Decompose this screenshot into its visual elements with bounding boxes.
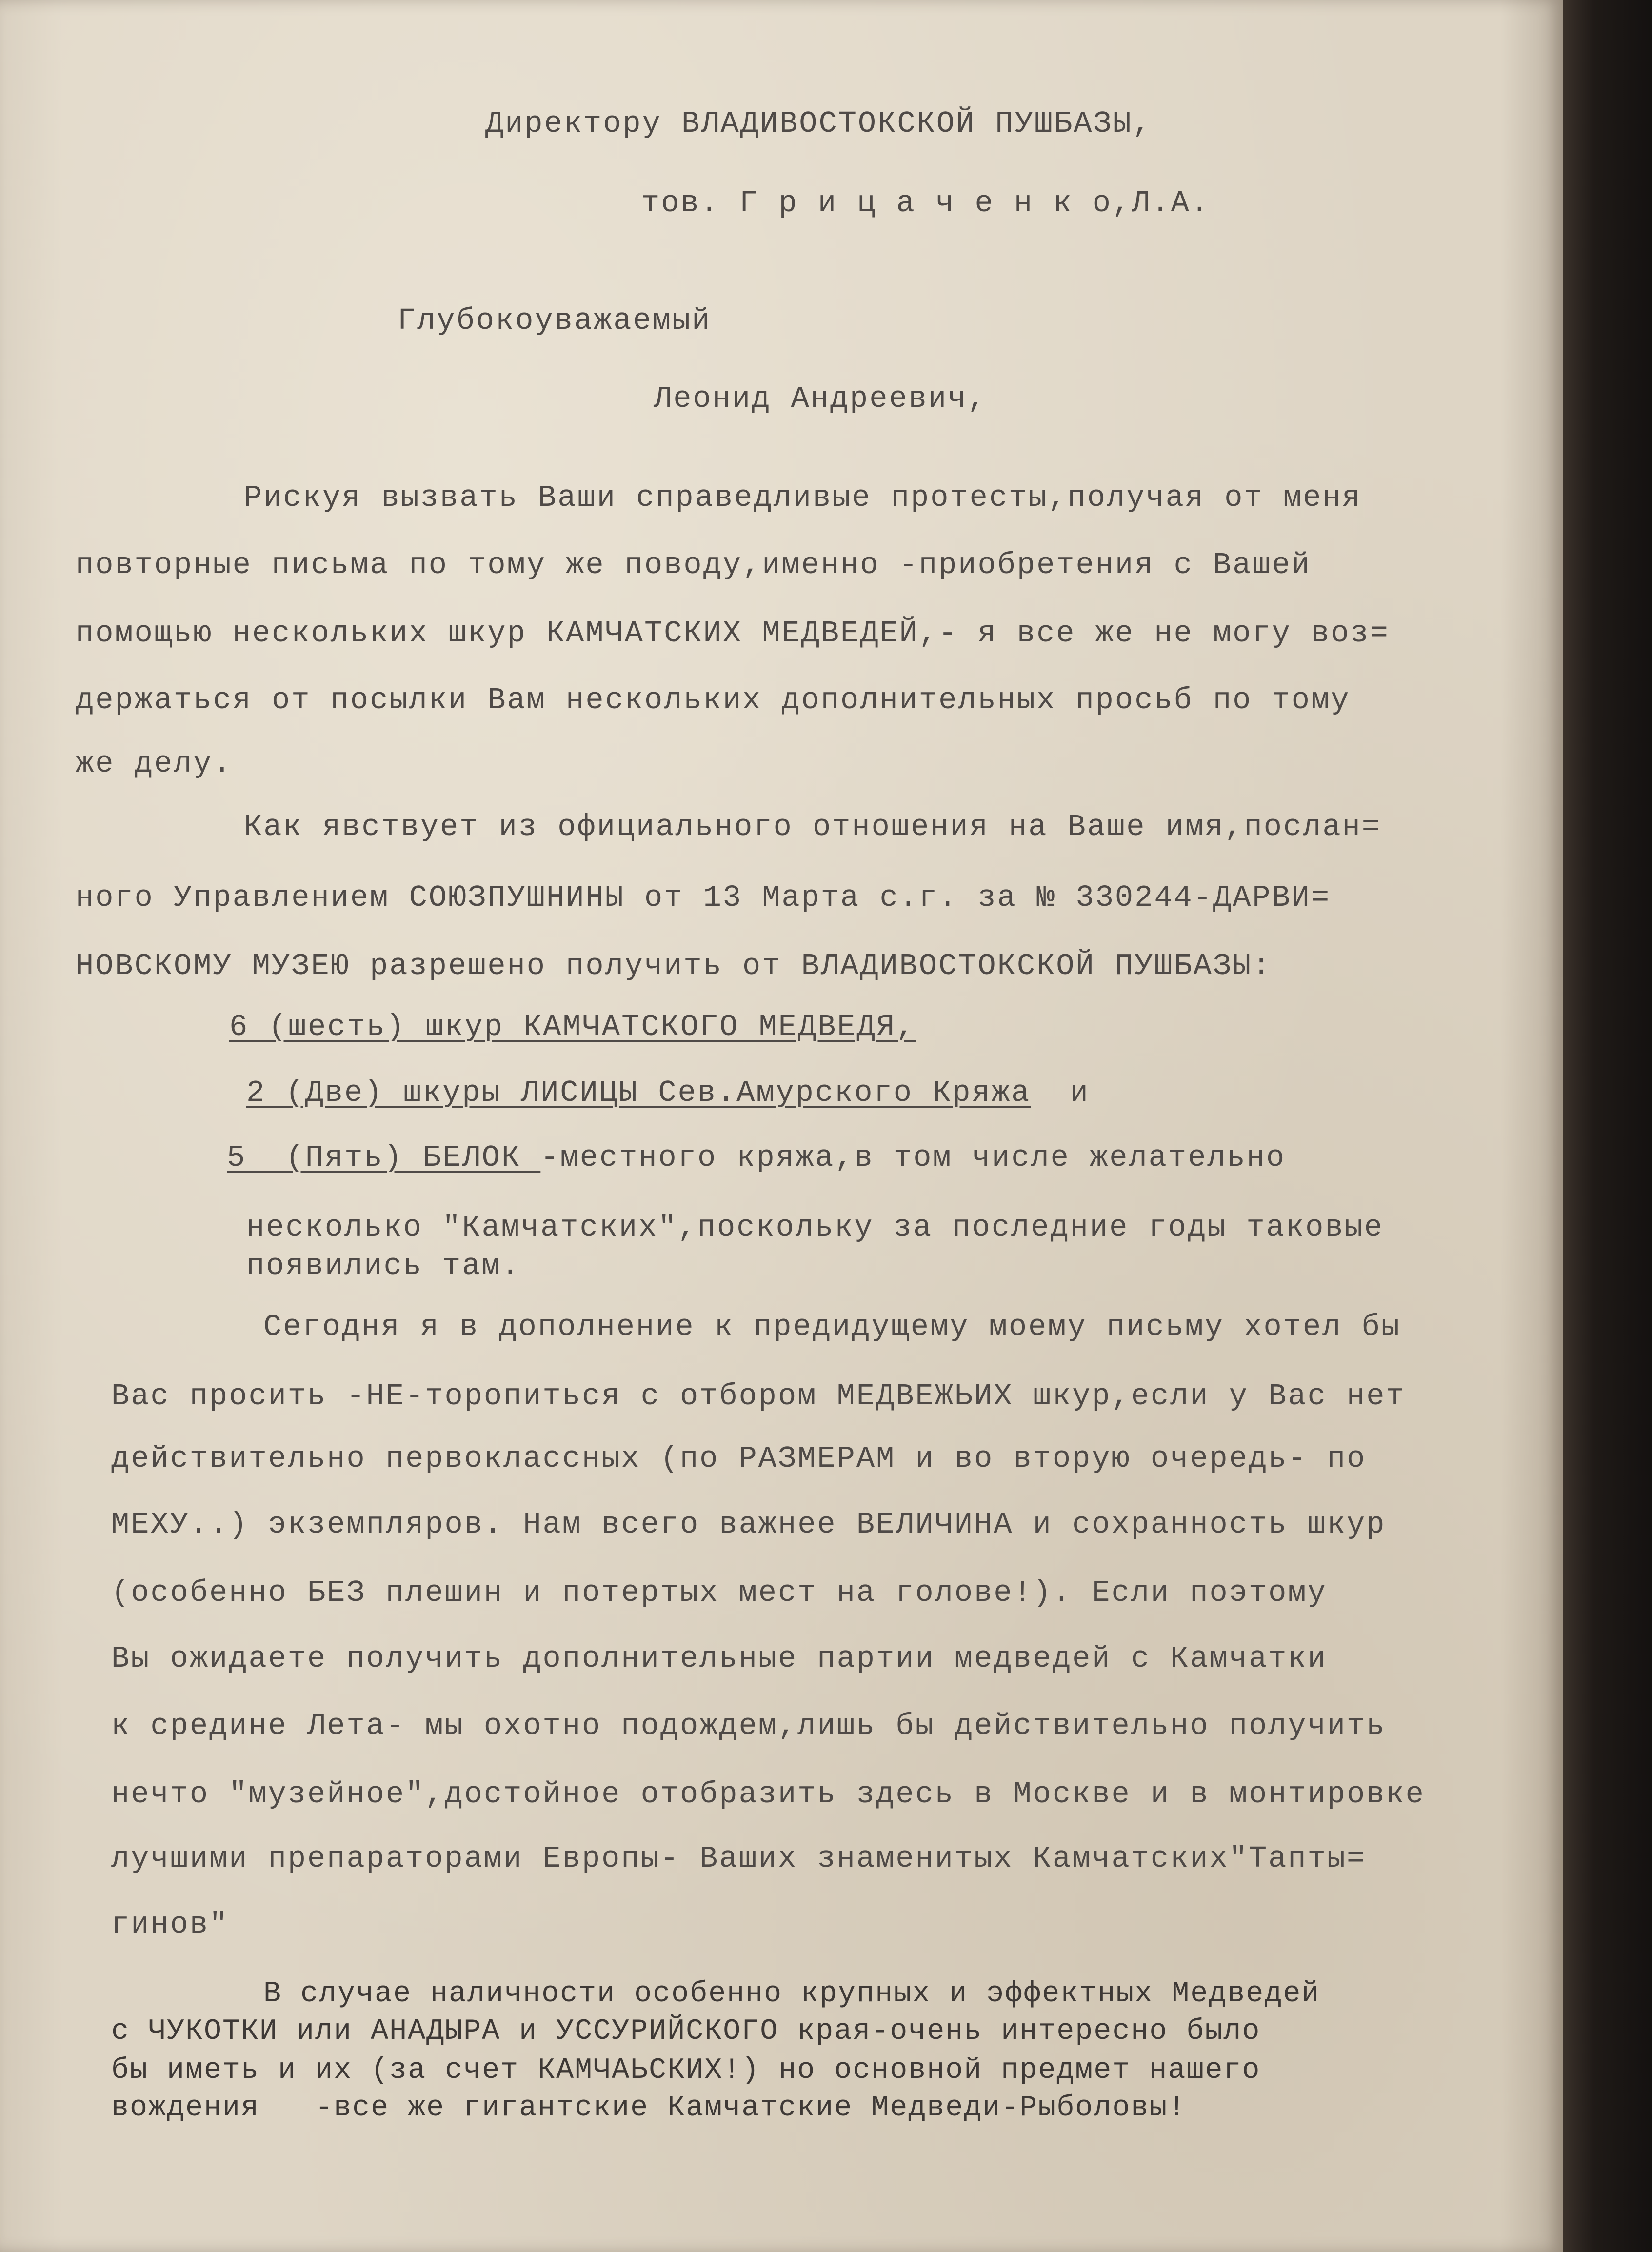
list-item-underlined: 2 (Две) шкуры ЛИСИЦЫ Сев.Амурского Кряжа xyxy=(246,1076,1031,1110)
paragraph4-line: В случае наличности особенно крупных и эффектных Медведей xyxy=(263,1977,1320,2011)
paragraph2-line: Как явствует из официального отношения на Ваше имя,послан= xyxy=(244,810,1381,844)
paragraph1-line: повторные письма по тому же поводу,именно -приобретения с Вашей xyxy=(76,548,1311,582)
paragraph3-line: нечто "музейное",достойное отобразить здесь в Москве и в монтировке xyxy=(111,1777,1425,1812)
paragraph2-line: ного Управлением СОЮЗПУШНИНЫ от 13 Марта с.г. за № 330244-ДАРВИ= xyxy=(76,880,1331,915)
paragraph1-line: же делу. xyxy=(76,746,233,781)
dark-background-edge xyxy=(1563,0,1652,2252)
list-continuation-line: появились там. xyxy=(246,1249,521,1283)
paragraph1-line: помощью нескольких шкур КАМЧАТСКИХ МЕДВЕДЕЙ,- я все же не могу воз= xyxy=(76,616,1390,651)
paragraph3-line: действительно первоклассных (по РАЗМЕРАМ и во вторую очередь- по xyxy=(111,1441,1367,1476)
paragraph1-line: держаться от посылки Вам нескольких дополнительных просьб по тому xyxy=(76,683,1351,717)
paragraph3-line: Вас просить -НЕ-торопиться с отбором МЕДВЕЖЬИХ шкур,если у Вас нет xyxy=(111,1379,1406,1414)
list-item-rest: -местного кряжа,в том числе желательно xyxy=(540,1140,1286,1175)
list-item xyxy=(227,1140,1286,1175)
list-item-underlined: 5 (Пять) БЕЛОК xyxy=(227,1140,541,1175)
list-item xyxy=(229,1012,916,1042)
paragraph2-line: НОВСКОМУ МУЗЕЮ разрешено получить от ВЛАДИВОСТОКСКОЙ ПУШБАЗЫ: xyxy=(76,949,1272,983)
paragraph4-line: бы иметь и их (за счет КАМЧАЬСКИХ!) но основной предмет нашего xyxy=(111,2054,1261,2087)
list-item xyxy=(246,1078,1090,1108)
addressee-line-1: Директору ВЛАДИВОСТОКСКОЙ ПУШБАЗЫ, xyxy=(485,106,1153,141)
paragraph4-line: вождения -все же гигантские Камчатские Медведи-Рыболовы! xyxy=(111,2092,1187,2125)
paragraph3-line: МЕХУ..) экземпляров. Нам всего важнее ВЕЛИЧИНА и сохранность шкур xyxy=(111,1507,1386,1542)
paragraph3-line: (особенно БЕЗ плешин и потертых мест на голове!). Если поэтому xyxy=(111,1575,1327,1610)
paragraph3-line: лучшими препараторами Европы- Ваших знаменитых Камчатских"Тапты= xyxy=(111,1841,1367,1876)
list-continuation-line: несколько "Камчатских",поскольку за последние годы таковые xyxy=(246,1210,1384,1245)
list-item-rest: и xyxy=(1031,1076,1090,1110)
paragraph3-line: Вы ожидаете получить дополнительные партии медведей с Камчатки xyxy=(111,1641,1327,1676)
salutation-line-2: Леонид Андреевич, xyxy=(654,381,987,416)
paragraph3-line: гинов" xyxy=(111,1907,229,1942)
list-item-underlined: 6 (шесть) шкур КАМЧАТСКОГО МЕДВЕДЯ, xyxy=(229,1010,916,1044)
salutation-line-1: Глубокоуважаемый xyxy=(398,303,712,338)
paragraph3-line: к средине Лета- мы охотно подождем,лишь бы действительно получить xyxy=(111,1709,1386,1743)
paragraph4-line: с ЧУКОТКИ или АНАДЫРА и УССУРИЙСКОГО края-очень интересно было xyxy=(111,2015,1261,2048)
addressee-line-2: тов. Г р и ц а ч е н к о,Л.А. xyxy=(641,186,1210,220)
paragraph1-line: Рискуя вызвать Ваши справедливые протесты,получая от меня xyxy=(244,480,1362,515)
paragraph3-line: Сегодня я в дополнение к предидущему моему письму хотел бы xyxy=(263,1310,1401,1344)
